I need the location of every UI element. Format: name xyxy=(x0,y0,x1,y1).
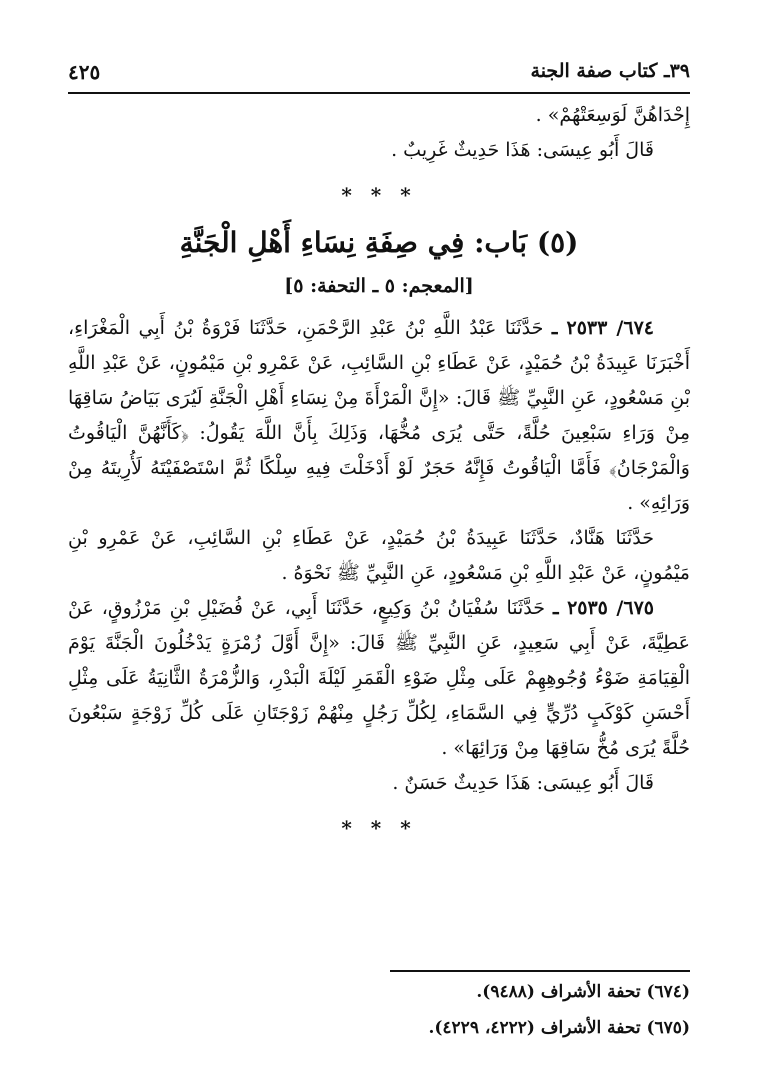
running-title: ٣٩ـ كتاب صفة الجنة xyxy=(530,60,690,82)
footnote-item: (٦٧٤) تحفة الأشراف (٩٤٨٨). xyxy=(476,982,690,1002)
chapter-title: (٥) بَاب: فِي صِفَةِ نِسَاءِ أَهْلِ الْجَنَّةِ xyxy=(179,226,579,259)
footnotes xyxy=(68,976,690,1048)
section-separator: * * * xyxy=(341,816,417,840)
hadith-674 xyxy=(68,311,690,521)
hadith-text: حَدَّثَنَا عَبْدُ اللَّهِ بْنُ عَبْدِ الرَّحْمَنِ، حَدَّثَنَا فَرْوَةُ بْنُ أَبِي الْمَغْرَاءِ، أَخْبَرَنَا عَبِيدَةُ بْنُ حُمَيْدٍ، عَنْ عَطَاءِ بْنِ السَّائِبِ، عَنْ عَمْرِو بْنِ مَيْمُونٍ، عَنْ عَبْدِ اللَّهِ بْنِ مَسْعُودٍ، عَنِ النَّبِيِّ ﷺ قَالَ: «إِنَّ الْمَرْأَةَ مِنْ نِسَاءِ أَهْلِ الْجَنَّةِ لَيُرَى بَيَاضُ سَاقِهَا مِنْ وَرَاءِ سَبْعِينَ حُلَّةً، حَتَّى يُرَى مُخُّهَا، وَذَلِكَ بِأَنَّ اللَّهَ يَقُولُ: ﴿كَأَنَّهُنَّ الْيَاقُوتُ وَالْمَرْجَانُ﴾ فَأَمَّا الْيَاقُوتُ فَإِنَّهُ حَجَرٌ لَوْ أَدْخَلْتَ فِيهِ سِلْكًا ثُمَّ اسْتَصْفَيْتَهُ لَأُرِيتَهُ مِنْ وَرَائِهِ» . xyxy=(68,317,690,514)
page-header xyxy=(68,60,690,90)
chapter-reference: [المعجم: ٥ ـ التحفة: ٥] xyxy=(284,275,474,297)
continued-line: إِحْدَاهُنَّ لَوَسِعَتْهُمْ» . xyxy=(535,104,690,126)
section-separator: * * * xyxy=(341,183,417,207)
hadith-675 xyxy=(68,591,690,766)
page-number: ٤٢٥ xyxy=(68,60,101,84)
footnote-rule xyxy=(390,970,690,972)
hadith-674-alt-chain: حَدَّثَنَا هَنَّادٌ، حَدَّثَنَا عَبِيدَةُ بْنُ حُمَيْدٍ، عَنْ عَطَاءِ بْنِ السَّائِبِ، عَنْ عَمْرِو بْنِ مَيْمُونٍ، عَنْ عَبْدِ اللَّهِ بْنِ مَسْعُودٍ، عَنِ النَّبِيِّ ﷺ نَحْوَهُ . xyxy=(68,527,690,584)
hadith-number: ٦٧٥/ ٢٥٣٥ ـ xyxy=(552,597,654,619)
hadith-text: حَدَّثَنَا سُفْيَانُ بْنُ وَكِيعٍ، حَدَّثَنَا أَبِي، عَنْ فُضَيْلِ بْنِ مَرْزُوقٍ، عَنْ عَطِيَّةَ، عَنْ أَبِي سَعِيدٍ، عَنِ النَّبِيِّ ﷺ قَالَ: «إِنَّ أَوَّلَ زُمْرَةٍ يَدْخُلُونَ الْجَنَّةَ يَوْمَ الْقِيَامَةِ ضَوْءُ وُجُوهِهِمْ عَلَى مِثْلِ ضَوْءِ الْقَمَرِ لَيْلَةَ الْبَدْرِ، وَالزُّمْرَةُ الثَّانِيَةُ عَلَى مِثْلِ أَحْسَنِ كَوْكَبٍ دُرِّيٍّ فِي السَّمَاءِ، لِكُلِّ رَجُلٍ مِنْهُمْ زَوْجَتَانِ عَلَى كُلِّ زَوْجَةٍ سَبْعُونَ حُلَّةً يُرَى مُخُّ سَاقِهَا مِنْ وَرَائِهَا» . xyxy=(68,597,690,759)
footnote-item: (٦٧٥) تحفة الأشراف (٤٢٢٢، ٤٢٢٩). xyxy=(428,1018,690,1038)
author-comment: قَالَ أَبُو عِيسَى: هَذَا حَدِيثٌ حَسَنٌ . xyxy=(392,772,654,794)
header-rule xyxy=(68,92,690,94)
main-text xyxy=(68,98,690,852)
hadith-number: ٦٧٤/ ٢٥٣٣ ـ xyxy=(551,317,654,339)
author-comment: قَالَ أَبُو عِيسَى: هَذَا حَدِيثٌ غَرِيبٌ . xyxy=(391,139,654,161)
